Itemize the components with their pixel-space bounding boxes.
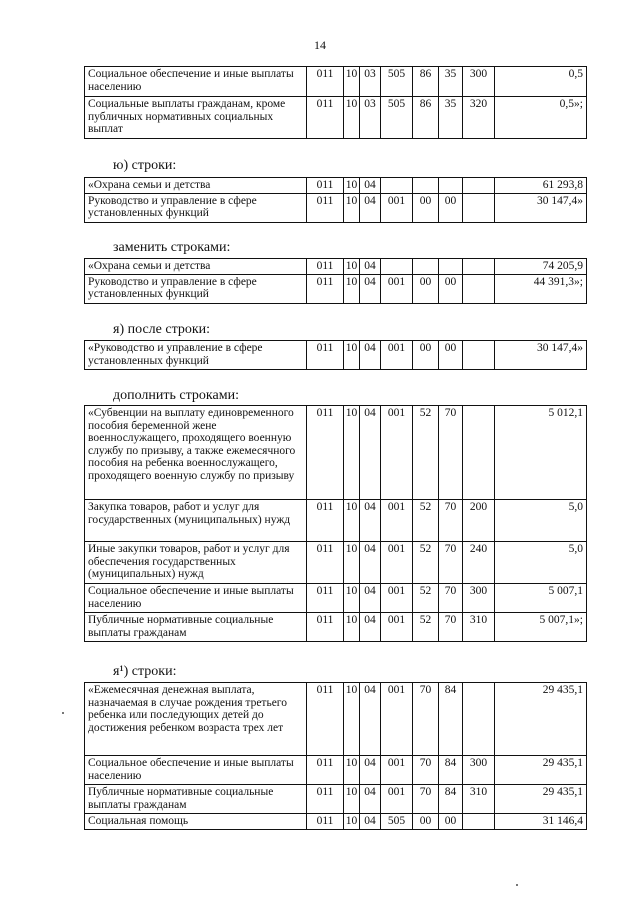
row-name-cell: Социальная помощь	[85, 814, 307, 830]
section-code-cell: 10	[344, 178, 360, 194]
section-heading: заменить строками:	[113, 240, 231, 255]
target-article-code-2-cell: 70	[413, 683, 439, 756]
ministry-code-cell: 011	[307, 406, 344, 500]
section-code-cell: 10	[344, 193, 360, 222]
target-article-code-1-cell: 001	[381, 193, 413, 222]
amount-cell: 31 146,4	[495, 814, 587, 830]
row-name-cell: Социальное обеспечение и иные выплаты населению	[85, 67, 307, 97]
subsection-code-cell: 04	[360, 178, 381, 194]
subsection-code-cell: 04	[360, 542, 381, 584]
target-article-code-1-cell: 505	[381, 97, 413, 139]
amount-cell: 29 435,1	[495, 785, 587, 814]
section-code-cell: 10	[344, 500, 360, 542]
amount-cell: 30 147,4»	[495, 193, 587, 222]
section-code-cell: 10	[344, 259, 360, 275]
amount-cell: 0,5»;	[495, 97, 587, 139]
section-code-cell: 10	[344, 67, 360, 97]
target-article-code-1-cell: 505	[381, 67, 413, 97]
row-name-cell: Публичные нормативные социальные выплаты гражданам	[85, 613, 307, 642]
ministry-code-cell: 011	[307, 178, 344, 194]
ministry-code-cell: 011	[307, 500, 344, 542]
expense-type-cell: 200	[463, 500, 495, 542]
target-article-code-1-cell	[381, 259, 413, 275]
page-number: 14	[314, 38, 326, 52]
target-article-code-3-cell	[439, 178, 463, 194]
target-article-code-1-cell: 001	[381, 613, 413, 642]
table-row	[85, 274, 587, 303]
target-article-code-1-cell: 001	[381, 756, 413, 785]
row-name-cell: «Ежемесячная денежная выплата, назначаемая в случае рождения третьего ребенка или последующих детей до достижения ребенком возраста трех лет	[85, 683, 307, 756]
budget-table	[84, 66, 587, 139]
ministry-code-cell: 011	[307, 67, 344, 97]
target-article-code-3-cell: 00	[439, 274, 463, 303]
amount-cell: 61 293,8	[495, 178, 587, 194]
target-article-code-2-cell: 70	[413, 785, 439, 814]
section-code-cell: 10	[344, 341, 360, 370]
section-heading: ю) строки:	[113, 158, 177, 173]
row-name-cell: Иные закупки товаров, работ и услуг для обеспечения государственных (муниципальных) нужд	[85, 542, 307, 584]
table-row	[85, 193, 587, 222]
subsection-code-cell: 04	[360, 259, 381, 275]
section-code-cell: 10	[344, 814, 360, 830]
target-article-code-3-cell: 35	[439, 67, 463, 97]
expense-type-cell: 240	[463, 542, 495, 584]
target-article-code-1-cell: 001	[381, 341, 413, 370]
amount-cell: 44 391,3»;	[495, 274, 587, 303]
table-row	[85, 756, 587, 785]
budget-table	[84, 258, 587, 304]
section-heading: я¹) строки:	[113, 664, 177, 679]
table-row	[85, 785, 587, 814]
expense-type-cell	[463, 193, 495, 222]
section-code-cell: 10	[344, 785, 360, 814]
ministry-code-cell: 011	[307, 259, 344, 275]
expense-type-cell	[463, 274, 495, 303]
budget-table	[84, 405, 587, 642]
target-article-code-1-cell: 001	[381, 406, 413, 500]
subsection-code-cell: 04	[360, 814, 381, 830]
budget-table	[84, 177, 587, 223]
section-code-cell: 10	[344, 683, 360, 756]
target-article-code-3-cell: 84	[439, 756, 463, 785]
table-row	[85, 259, 587, 275]
row-name-cell: Руководство и управление в сфере установленных функций	[85, 274, 307, 303]
amount-cell: 30 147,4»	[495, 341, 587, 370]
amount-cell: 5,0	[495, 542, 587, 584]
expense-type-cell	[463, 259, 495, 275]
target-article-code-2-cell: 00	[413, 274, 439, 303]
amount-cell: 5 012,1	[495, 406, 587, 500]
section-code-cell: 10	[344, 756, 360, 785]
subsection-code-cell: 03	[360, 97, 381, 139]
target-article-code-1-cell: 001	[381, 785, 413, 814]
target-article-code-2-cell: 52	[413, 542, 439, 584]
target-article-code-1-cell: 001	[381, 683, 413, 756]
ministry-code-cell: 011	[307, 613, 344, 642]
expense-type-cell: 320	[463, 97, 495, 139]
subsection-code-cell: 04	[360, 193, 381, 222]
section-code-cell: 10	[344, 406, 360, 500]
section-code-cell: 10	[344, 542, 360, 584]
row-name-cell: «Субвенции на выплату единовременного пособия беременной жене военнослужащего, проходящего военную службу по призыву, а также ежемесячного пособия на ребенка военнослужащего, проходящего военную службу по призыву	[85, 406, 307, 500]
section-code-cell: 10	[344, 97, 360, 139]
subsection-code-cell: 04	[360, 613, 381, 642]
target-article-code-3-cell: 70	[439, 406, 463, 500]
expense-type-cell: 310	[463, 785, 495, 814]
row-name-cell: «Руководство и управление в сфере установленных функций	[85, 341, 307, 370]
row-name-cell: Социальные выплаты гражданам, кроме публичных нормативных социальных выплат	[85, 97, 307, 139]
target-article-code-1-cell: 001	[381, 542, 413, 584]
section-code-cell: 10	[344, 613, 360, 642]
table-row	[85, 613, 587, 642]
target-article-code-3-cell: 84	[439, 683, 463, 756]
target-article-code-3-cell: 70	[439, 542, 463, 584]
subsection-code-cell: 04	[360, 785, 381, 814]
amount-cell: 0,5	[495, 67, 587, 97]
target-article-code-1-cell: 505	[381, 814, 413, 830]
target-article-code-1-cell: 001	[381, 274, 413, 303]
target-article-code-3-cell: 70	[439, 500, 463, 542]
expense-type-cell	[463, 406, 495, 500]
table-row	[85, 67, 587, 97]
expense-type-cell: 300	[463, 756, 495, 785]
row-name-cell: «Охрана семьи и детства	[85, 259, 307, 275]
section-heading: дополнить строками:	[113, 388, 239, 403]
target-article-code-2-cell: 70	[413, 756, 439, 785]
target-article-code-1-cell: 001	[381, 500, 413, 542]
target-article-code-3-cell: 00	[439, 341, 463, 370]
amount-cell: 74 205,9	[495, 259, 587, 275]
row-name-cell: «Охрана семьи и детства	[85, 178, 307, 194]
table-row	[85, 341, 587, 370]
ministry-code-cell: 011	[307, 97, 344, 139]
subsection-code-cell: 04	[360, 274, 381, 303]
ministry-code-cell: 011	[307, 193, 344, 222]
subsection-code-cell: 04	[360, 341, 381, 370]
expense-type-cell: 300	[463, 67, 495, 97]
target-article-code-2-cell: 86	[413, 97, 439, 139]
target-article-code-3-cell: 00	[439, 814, 463, 830]
table-row	[85, 814, 587, 830]
target-article-code-2-cell: 52	[413, 500, 439, 542]
expense-type-cell	[463, 341, 495, 370]
expense-type-cell	[463, 683, 495, 756]
target-article-code-2-cell: 52	[413, 406, 439, 500]
subsection-code-cell: 04	[360, 406, 381, 500]
section-code-cell: 10	[344, 584, 360, 613]
budget-table	[84, 682, 587, 830]
table-row	[85, 406, 587, 500]
target-article-code-2-cell: 52	[413, 613, 439, 642]
ministry-code-cell: 011	[307, 274, 344, 303]
table-row	[85, 683, 587, 756]
subsection-code-cell: 04	[360, 584, 381, 613]
target-article-code-3-cell: 70	[439, 584, 463, 613]
target-article-code-2-cell: 00	[413, 814, 439, 830]
target-article-code-1-cell	[381, 178, 413, 194]
target-article-code-2-cell: 00	[413, 341, 439, 370]
amount-cell: 29 435,1	[495, 683, 587, 756]
ministry-code-cell: 011	[307, 542, 344, 584]
target-article-code-3-cell: 70	[439, 613, 463, 642]
target-article-code-2-cell: 00	[413, 193, 439, 222]
target-article-code-3-cell: 35	[439, 97, 463, 139]
row-name-cell: Публичные нормативные социальные выплаты гражданам	[85, 785, 307, 814]
amount-cell: 5 007,1	[495, 584, 587, 613]
ministry-code-cell: 011	[307, 756, 344, 785]
row-name-cell: Социальное обеспечение и иные выплаты населению	[85, 584, 307, 613]
ministry-code-cell: 011	[307, 341, 344, 370]
row-name-cell: Руководство и управление в сфере установленных функций	[85, 193, 307, 222]
subsection-code-cell: 03	[360, 67, 381, 97]
expense-type-cell	[463, 814, 495, 830]
table-row	[85, 178, 587, 194]
amount-cell: 29 435,1	[495, 756, 587, 785]
subsection-code-cell: 04	[360, 500, 381, 542]
row-name-cell: Социальное обеспечение и иные выплаты населению	[85, 756, 307, 785]
expense-type-cell: 300	[463, 584, 495, 613]
subsection-code-cell: 04	[360, 756, 381, 785]
target-article-code-3-cell: 84	[439, 785, 463, 814]
budget-table	[84, 340, 587, 370]
target-article-code-1-cell: 001	[381, 584, 413, 613]
row-name-cell: Закупка товаров, работ и услуг для государственных (муниципальных) нужд	[85, 500, 307, 542]
scan-speck	[62, 712, 64, 714]
table-row	[85, 97, 587, 139]
target-article-code-2-cell	[413, 259, 439, 275]
target-article-code-3-cell	[439, 259, 463, 275]
table-row	[85, 542, 587, 584]
section-code-cell: 10	[344, 274, 360, 303]
table-row	[85, 584, 587, 613]
expense-type-cell: 310	[463, 613, 495, 642]
target-article-code-2-cell: 86	[413, 67, 439, 97]
section-heading: я) после строки:	[113, 322, 211, 337]
scan-speck	[516, 884, 518, 886]
ministry-code-cell: 011	[307, 683, 344, 756]
ministry-code-cell: 011	[307, 814, 344, 830]
ministry-code-cell: 011	[307, 785, 344, 814]
subsection-code-cell: 04	[360, 683, 381, 756]
expense-type-cell	[463, 178, 495, 194]
ministry-code-cell: 011	[307, 584, 344, 613]
table-row	[85, 500, 587, 542]
amount-cell: 5 007,1»;	[495, 613, 587, 642]
target-article-code-2-cell: 52	[413, 584, 439, 613]
target-article-code-3-cell: 00	[439, 193, 463, 222]
target-article-code-2-cell	[413, 178, 439, 194]
amount-cell: 5,0	[495, 500, 587, 542]
